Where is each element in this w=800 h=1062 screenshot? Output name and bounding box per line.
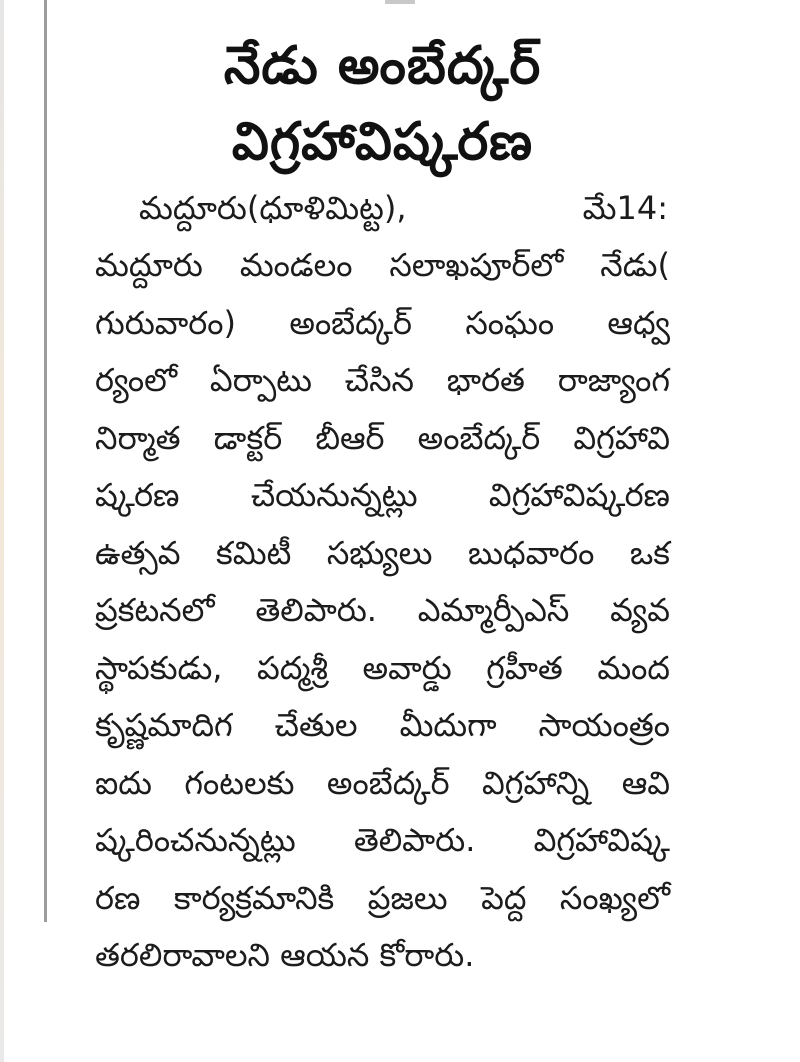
body-line: ష్కరణ చేయనున్నట్లు విగ్రహావిష్కరణ xyxy=(95,476,670,514)
body-line: కృష్ణమాదిగ చేతుల మీదుగా సాయంత్రం xyxy=(95,706,670,744)
body-line: నిర్మాత డాక్టర్ బీఆర్ అంబేద్కర్ విగ్రహావి xyxy=(95,418,670,457)
body-line: ర్యంలో ఏర్పాటు చేసిన భారత రాజ్యాంగ xyxy=(95,361,670,399)
body-line: ష్కరించనున్నట్లు తెలిపారు. విగ్రహావిష్క xyxy=(95,821,670,859)
page-edge-strip xyxy=(0,0,4,1062)
body-line: ఐదు గంటలకు అంబేద్కర్ విగ్రహాన్ని ఆవి xyxy=(95,763,670,802)
body-line: తరలిరావాలని ఆయన కోరారు. xyxy=(95,936,475,974)
news-article xyxy=(95,28,670,985)
dateline-date: మే14: xyxy=(582,189,668,227)
body-line: ప్రకటనలో తెలిపారు. ఎమ్మార్పీఎస్ వ్యవ xyxy=(95,591,670,629)
top-clipping-mark xyxy=(385,0,415,4)
dateline-place: మద్దూరు(ధూళిమిట్ట), xyxy=(139,189,407,227)
column-divider xyxy=(44,0,47,922)
dateline xyxy=(95,180,670,237)
headline-line-2: విగ్రహావిష్కరణ xyxy=(231,112,534,172)
headline-line-1: నేడు అంబేద్కర్ xyxy=(223,36,542,96)
body-line: గురువారం) అంబేద్కర్ సంఘం ఆధ్వ xyxy=(95,303,670,342)
body-line: ఉత్సవ కమిటీ సభ్యులు బుధవారం ఒక xyxy=(95,533,670,572)
body-line: స్థాపకుడు, పద్మశ్రీ అవార్డు గ్రహీత మంద xyxy=(95,648,670,687)
body-line: మద్దూరు మండలం సలాఖపూర్‌లో నేడు( xyxy=(95,246,670,284)
headline xyxy=(95,28,670,180)
article-body xyxy=(95,237,670,985)
body-line: రణ కార్యక్రమానికి ప్రజలు పెద్ద సంఖ్యలో xyxy=(95,878,670,917)
